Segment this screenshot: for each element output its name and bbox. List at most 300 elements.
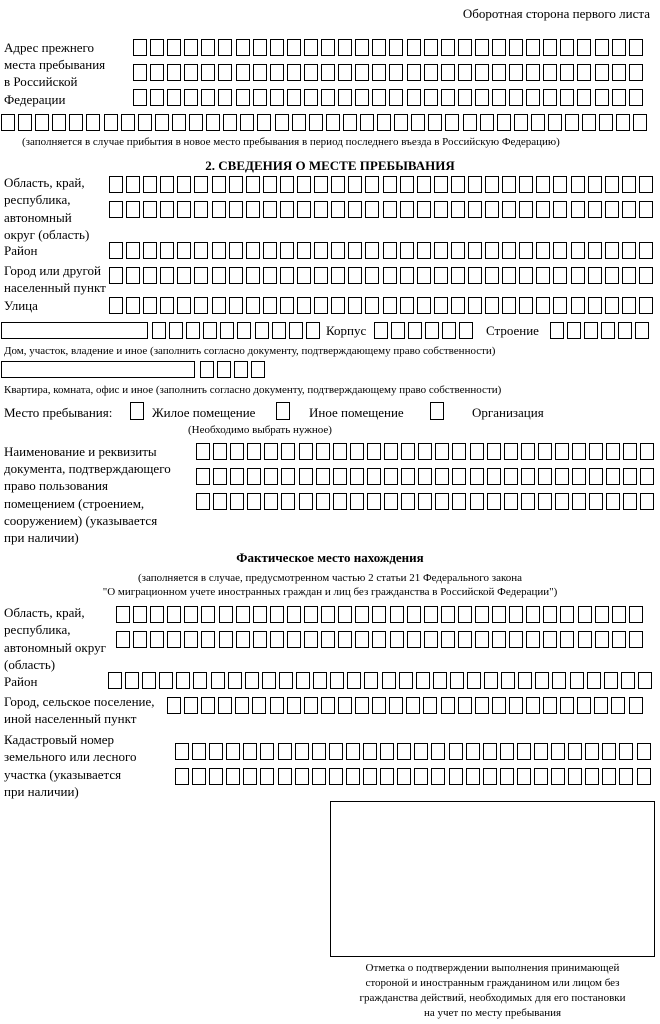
document-row-3[interactable] xyxy=(196,493,658,510)
char-cell[interactable] xyxy=(391,322,405,339)
prev-address-row-2[interactable] xyxy=(133,64,646,81)
char-cell[interactable] xyxy=(611,697,625,714)
char-cell[interactable] xyxy=(184,64,198,81)
char-cell[interactable] xyxy=(484,672,498,689)
char-cell[interactable] xyxy=(280,176,294,193)
char-cell[interactable] xyxy=(252,697,266,714)
char-cell[interactable] xyxy=(142,672,156,689)
char-cell[interactable] xyxy=(585,743,599,760)
char-cell[interactable] xyxy=(218,64,232,81)
char-cell[interactable] xyxy=(348,242,362,259)
char-cell[interactable] xyxy=(568,743,582,760)
char-cell[interactable] xyxy=(304,89,318,106)
char-cell[interactable] xyxy=(133,39,147,56)
char-cell[interactable] xyxy=(150,606,164,623)
char-cell[interactable] xyxy=(553,176,567,193)
char-cell[interactable] xyxy=(116,606,130,623)
char-cell[interactable] xyxy=(434,201,448,218)
char-cell[interactable] xyxy=(264,493,278,510)
char-cell[interactable] xyxy=(492,697,506,714)
char-cell[interactable] xyxy=(236,39,250,56)
char-cell[interactable] xyxy=(347,672,361,689)
char-cell[interactable] xyxy=(407,631,421,648)
char-cell[interactable] xyxy=(504,493,518,510)
char-cell[interactable] xyxy=(143,242,157,259)
char-cell[interactable] xyxy=(475,64,489,81)
char-cell[interactable] xyxy=(452,493,466,510)
char-cell[interactable] xyxy=(445,114,459,131)
char-cell[interactable] xyxy=(635,322,649,339)
char-cell[interactable] xyxy=(551,768,565,785)
char-cell[interactable] xyxy=(466,768,480,785)
char-cell[interactable] xyxy=(441,64,455,81)
char-cell[interactable] xyxy=(275,114,289,131)
char-cell[interactable] xyxy=(213,493,227,510)
char-cell[interactable] xyxy=(304,39,318,56)
char-cell[interactable] xyxy=(560,89,574,106)
char-cell[interactable] xyxy=(571,267,585,284)
char-cell[interactable] xyxy=(360,114,374,131)
char-cell[interactable] xyxy=(201,631,215,648)
char-cell[interactable] xyxy=(553,201,567,218)
char-cell[interactable] xyxy=(543,697,557,714)
char-cell[interactable] xyxy=(333,468,347,485)
char-cell[interactable] xyxy=(451,297,465,314)
char-cell[interactable] xyxy=(246,176,260,193)
char-cell[interactable] xyxy=(333,493,347,510)
street-row[interactable] xyxy=(109,297,656,314)
char-cell[interactable] xyxy=(281,468,295,485)
char-cell[interactable] xyxy=(372,39,386,56)
char-cell[interactable] xyxy=(584,322,598,339)
char-cell[interactable] xyxy=(485,267,499,284)
char-cell[interactable] xyxy=(86,114,100,131)
char-cell[interactable] xyxy=(212,267,226,284)
region-row-1[interactable] xyxy=(109,176,656,193)
char-cell[interactable] xyxy=(236,631,250,648)
char-cell[interactable] xyxy=(192,768,206,785)
char-cell[interactable] xyxy=(321,39,335,56)
char-cell[interactable] xyxy=(223,114,237,131)
actual-city-row[interactable] xyxy=(167,697,646,714)
char-cell[interactable] xyxy=(605,176,619,193)
char-cell[interactable] xyxy=(228,672,242,689)
char-cell[interactable] xyxy=(251,361,265,378)
char-cell[interactable] xyxy=(279,672,293,689)
char-cell[interactable] xyxy=(509,606,523,623)
char-cell[interactable] xyxy=(295,743,309,760)
char-cell[interactable] xyxy=(281,493,295,510)
char-cell[interactable] xyxy=(365,176,379,193)
char-cell[interactable] xyxy=(206,114,220,131)
char-cell[interactable] xyxy=(640,443,654,460)
char-cell[interactable] xyxy=(622,297,636,314)
char-cell[interactable] xyxy=(219,631,233,648)
char-cell[interactable] xyxy=(434,267,448,284)
char-cell[interactable] xyxy=(517,768,531,785)
char-cell[interactable] xyxy=(159,672,173,689)
char-cell[interactable] xyxy=(372,89,386,106)
char-cell[interactable] xyxy=(196,468,210,485)
char-cell[interactable] xyxy=(504,443,518,460)
char-cell[interactable] xyxy=(502,297,516,314)
char-cell[interactable] xyxy=(552,672,566,689)
char-cell[interactable] xyxy=(209,743,223,760)
char-cell[interactable] xyxy=(229,267,243,284)
char-cell[interactable] xyxy=(389,39,403,56)
char-cell[interactable] xyxy=(260,743,274,760)
char-cell[interactable] xyxy=(116,631,130,648)
char-cell[interactable] xyxy=(458,606,472,623)
char-cell[interactable] xyxy=(519,267,533,284)
char-cell[interactable] xyxy=(578,606,592,623)
char-cell[interactable] xyxy=(612,606,626,623)
char-cell[interactable] xyxy=(263,242,277,259)
char-cell[interactable] xyxy=(304,631,318,648)
char-cell[interactable] xyxy=(331,201,345,218)
char-cell[interactable] xyxy=(348,176,362,193)
char-cell[interactable] xyxy=(338,697,352,714)
char-cell[interactable] xyxy=(428,114,442,131)
char-cell[interactable] xyxy=(230,443,244,460)
stroenie-row[interactable] xyxy=(550,322,653,339)
char-cell[interactable] xyxy=(292,114,306,131)
char-cell[interactable] xyxy=(365,267,379,284)
char-cell[interactable] xyxy=(480,114,494,131)
char-cell[interactable] xyxy=(287,64,301,81)
char-cell[interactable] xyxy=(470,443,484,460)
char-cell[interactable] xyxy=(236,64,250,81)
char-cell[interactable] xyxy=(355,697,369,714)
char-cell[interactable] xyxy=(458,631,472,648)
char-cell[interactable] xyxy=(555,493,569,510)
char-cell[interactable] xyxy=(475,631,489,648)
char-cell[interactable] xyxy=(109,176,123,193)
char-cell[interactable] xyxy=(321,631,335,648)
char-cell[interactable] xyxy=(435,468,449,485)
char-cell[interactable] xyxy=(389,697,403,714)
char-cell[interactable] xyxy=(407,606,421,623)
char-cell[interactable] xyxy=(568,768,582,785)
char-cell[interactable] xyxy=(264,468,278,485)
char-cell[interactable] xyxy=(468,201,482,218)
char-cell[interactable] xyxy=(434,297,448,314)
char-cell[interactable] xyxy=(509,39,523,56)
char-cell[interactable] xyxy=(485,297,499,314)
char-cell[interactable] xyxy=(458,64,472,81)
char-cell[interactable] xyxy=(394,114,408,131)
char-cell[interactable] xyxy=(364,672,378,689)
char-cell[interactable] xyxy=(555,443,569,460)
char-cell[interactable] xyxy=(414,768,428,785)
char-cell[interactable] xyxy=(483,743,497,760)
char-cell[interactable] xyxy=(109,201,123,218)
char-cell[interactable] xyxy=(485,242,499,259)
char-cell[interactable] xyxy=(485,201,499,218)
char-cell[interactable] xyxy=(219,606,233,623)
char-cell[interactable] xyxy=(553,297,567,314)
char-cell[interactable] xyxy=(407,64,421,81)
char-cell[interactable] xyxy=(309,114,323,131)
char-cell[interactable] xyxy=(160,267,174,284)
char-cell[interactable] xyxy=(434,176,448,193)
char-cell[interactable] xyxy=(458,39,472,56)
char-cell[interactable] xyxy=(450,672,464,689)
char-cell[interactable] xyxy=(160,176,174,193)
char-cell[interactable] xyxy=(257,114,271,131)
char-cell[interactable] xyxy=(126,201,140,218)
char-cell[interactable] xyxy=(519,242,533,259)
char-cell[interactable] xyxy=(330,672,344,689)
char-cell[interactable] xyxy=(483,768,497,785)
char-cell[interactable] xyxy=(133,64,147,81)
char-cell[interactable] xyxy=(338,631,352,648)
char-cell[interactable] xyxy=(289,322,303,339)
char-cell[interactable] xyxy=(451,242,465,259)
char-cell[interactable] xyxy=(104,114,118,131)
char-cell[interactable] xyxy=(270,64,284,81)
char-cell[interactable] xyxy=(109,242,123,259)
char-cell[interactable] xyxy=(331,267,345,284)
char-cell[interactable] xyxy=(314,242,328,259)
char-cell[interactable] xyxy=(502,242,516,259)
char-cell[interactable] xyxy=(304,697,318,714)
char-cell[interactable] xyxy=(236,89,250,106)
char-cell[interactable] xyxy=(397,768,411,785)
char-cell[interactable] xyxy=(270,697,284,714)
char-cell[interactable] xyxy=(536,176,550,193)
char-cell[interactable] xyxy=(365,242,379,259)
char-cell[interactable] xyxy=(189,114,203,131)
char-cell[interactable] xyxy=(297,242,311,259)
char-cell[interactable] xyxy=(612,64,626,81)
char-cell[interactable] xyxy=(374,322,388,339)
char-cell[interactable] xyxy=(196,443,210,460)
char-cell[interactable] xyxy=(201,697,215,714)
char-cell[interactable] xyxy=(201,89,215,106)
char-cell[interactable] xyxy=(452,443,466,460)
char-cell[interactable] xyxy=(543,631,557,648)
char-cell[interactable] xyxy=(470,493,484,510)
char-cell[interactable] xyxy=(246,267,260,284)
char-cell[interactable] xyxy=(211,672,225,689)
char-cell[interactable] xyxy=(441,697,455,714)
char-cell[interactable] xyxy=(138,114,152,131)
char-cell[interactable] xyxy=(639,176,653,193)
char-cell[interactable] xyxy=(270,631,284,648)
char-cell[interactable] xyxy=(338,89,352,106)
char-cell[interactable] xyxy=(500,768,514,785)
char-cell[interactable] xyxy=(109,297,123,314)
char-cell[interactable] xyxy=(509,631,523,648)
char-cell[interactable] xyxy=(577,697,591,714)
char-cell[interactable] xyxy=(637,768,651,785)
char-cell[interactable] xyxy=(407,89,421,106)
char-cell[interactable] xyxy=(365,297,379,314)
char-cell[interactable] xyxy=(194,267,208,284)
char-cell[interactable] xyxy=(397,743,411,760)
char-cell[interactable] xyxy=(458,89,472,106)
char-cell[interactable] xyxy=(468,297,482,314)
char-cell[interactable] xyxy=(355,39,369,56)
char-cell[interactable] xyxy=(109,267,123,284)
char-cell[interactable] xyxy=(186,322,200,339)
char-cell[interactable] xyxy=(200,361,214,378)
char-cell[interactable] xyxy=(434,242,448,259)
char-cell[interactable] xyxy=(69,114,83,131)
char-cell[interactable] xyxy=(321,64,335,81)
char-cell[interactable] xyxy=(449,768,463,785)
char-cell[interactable] xyxy=(589,493,603,510)
char-cell[interactable] xyxy=(270,89,284,106)
organization-checkbox[interactable] xyxy=(430,402,444,420)
char-cell[interactable] xyxy=(606,468,620,485)
char-cell[interactable] xyxy=(287,89,301,106)
char-cell[interactable] xyxy=(230,468,244,485)
char-cell[interactable] xyxy=(623,443,637,460)
char-cell[interactable] xyxy=(492,64,506,81)
city-row[interactable] xyxy=(109,267,656,284)
char-cell[interactable] xyxy=(217,361,231,378)
char-cell[interactable] xyxy=(534,768,548,785)
char-cell[interactable] xyxy=(338,39,352,56)
char-cell[interactable] xyxy=(451,201,465,218)
char-cell[interactable] xyxy=(639,297,653,314)
char-cell[interactable] xyxy=(637,743,651,760)
char-cell[interactable] xyxy=(451,176,465,193)
char-cell[interactable] xyxy=(531,114,545,131)
char-cell[interactable] xyxy=(314,267,328,284)
char-cell[interactable] xyxy=(126,242,140,259)
apartment-cells[interactable] xyxy=(200,361,268,378)
char-cell[interactable] xyxy=(297,267,311,284)
char-cell[interactable] xyxy=(150,39,164,56)
char-cell[interactable] xyxy=(314,297,328,314)
char-cell[interactable] xyxy=(247,468,261,485)
char-cell[interactable] xyxy=(468,176,482,193)
char-cell[interactable] xyxy=(640,493,654,510)
char-cell[interactable] xyxy=(287,39,301,56)
char-cell[interactable] xyxy=(560,631,574,648)
char-cell[interactable] xyxy=(475,697,489,714)
char-cell[interactable] xyxy=(226,743,240,760)
char-cell[interactable] xyxy=(619,743,633,760)
actual-region-row-2[interactable] xyxy=(116,631,646,648)
char-cell[interactable] xyxy=(346,743,360,760)
char-cell[interactable] xyxy=(400,297,414,314)
char-cell[interactable] xyxy=(390,606,404,623)
char-cell[interactable] xyxy=(536,297,550,314)
document-row-2[interactable] xyxy=(196,468,658,485)
char-cell[interactable] xyxy=(155,114,169,131)
apartment-field[interactable] xyxy=(1,361,195,378)
char-cell[interactable] xyxy=(329,743,343,760)
residential-checkbox[interactable] xyxy=(130,402,144,420)
char-cell[interactable] xyxy=(281,443,295,460)
char-cell[interactable] xyxy=(571,242,585,259)
char-cell[interactable] xyxy=(177,176,191,193)
char-cell[interactable] xyxy=(167,39,181,56)
char-cell[interactable] xyxy=(218,697,232,714)
char-cell[interactable] xyxy=(348,267,362,284)
char-cell[interactable] xyxy=(526,606,540,623)
char-cell[interactable] xyxy=(622,176,636,193)
char-cell[interactable] xyxy=(365,201,379,218)
char-cell[interactable] xyxy=(492,39,506,56)
char-cell[interactable] xyxy=(526,39,540,56)
char-cell[interactable] xyxy=(184,39,198,56)
char-cell[interactable] xyxy=(588,297,602,314)
char-cell[interactable] xyxy=(143,201,157,218)
actual-region-row-1[interactable] xyxy=(116,606,646,623)
char-cell[interactable] xyxy=(571,201,585,218)
char-cell[interactable] xyxy=(578,631,592,648)
char-cell[interactable] xyxy=(411,114,425,131)
char-cell[interactable] xyxy=(389,64,403,81)
char-cell[interactable] xyxy=(441,89,455,106)
char-cell[interactable] xyxy=(348,297,362,314)
char-cell[interactable] xyxy=(485,176,499,193)
char-cell[interactable] xyxy=(246,242,260,259)
char-cell[interactable] xyxy=(316,468,330,485)
char-cell[interactable] xyxy=(602,768,616,785)
char-cell[interactable] xyxy=(143,297,157,314)
char-cell[interactable] xyxy=(1,114,15,131)
char-cell[interactable] xyxy=(260,768,274,785)
char-cell[interactable] xyxy=(622,201,636,218)
char-cell[interactable] xyxy=(383,267,397,284)
char-cell[interactable] xyxy=(383,176,397,193)
char-cell[interactable] xyxy=(367,443,381,460)
char-cell[interactable] xyxy=(133,606,147,623)
char-cell[interactable] xyxy=(408,322,422,339)
char-cell[interactable] xyxy=(133,89,147,106)
cadastral-row-2[interactable] xyxy=(175,768,654,785)
char-cell[interactable] xyxy=(184,697,198,714)
char-cell[interactable] xyxy=(193,672,207,689)
char-cell[interactable] xyxy=(321,606,335,623)
char-cell[interactable] xyxy=(264,443,278,460)
char-cell[interactable] xyxy=(246,297,260,314)
char-cell[interactable] xyxy=(355,606,369,623)
char-cell[interactable] xyxy=(348,201,362,218)
char-cell[interactable] xyxy=(346,768,360,785)
char-cell[interactable] xyxy=(577,39,591,56)
char-cell[interactable] xyxy=(363,768,377,785)
char-cell[interactable] xyxy=(565,114,579,131)
char-cell[interactable] xyxy=(314,176,328,193)
char-cell[interactable] xyxy=(518,672,532,689)
char-cell[interactable] xyxy=(278,768,292,785)
char-cell[interactable] xyxy=(514,114,528,131)
char-cell[interactable] xyxy=(417,267,431,284)
char-cell[interactable] xyxy=(329,768,343,785)
char-cell[interactable] xyxy=(623,468,637,485)
char-cell[interactable] xyxy=(177,267,191,284)
char-cell[interactable] xyxy=(623,493,637,510)
char-cell[interactable] xyxy=(184,89,198,106)
char-cell[interactable] xyxy=(560,697,574,714)
char-cell[interactable] xyxy=(441,39,455,56)
char-cell[interactable] xyxy=(418,493,432,510)
char-cell[interactable] xyxy=(280,297,294,314)
char-cell[interactable] xyxy=(577,64,591,81)
char-cell[interactable] xyxy=(297,297,311,314)
char-cell[interactable] xyxy=(212,297,226,314)
char-cell[interactable] xyxy=(338,606,352,623)
char-cell[interactable] xyxy=(424,39,438,56)
char-cell[interactable] xyxy=(278,743,292,760)
